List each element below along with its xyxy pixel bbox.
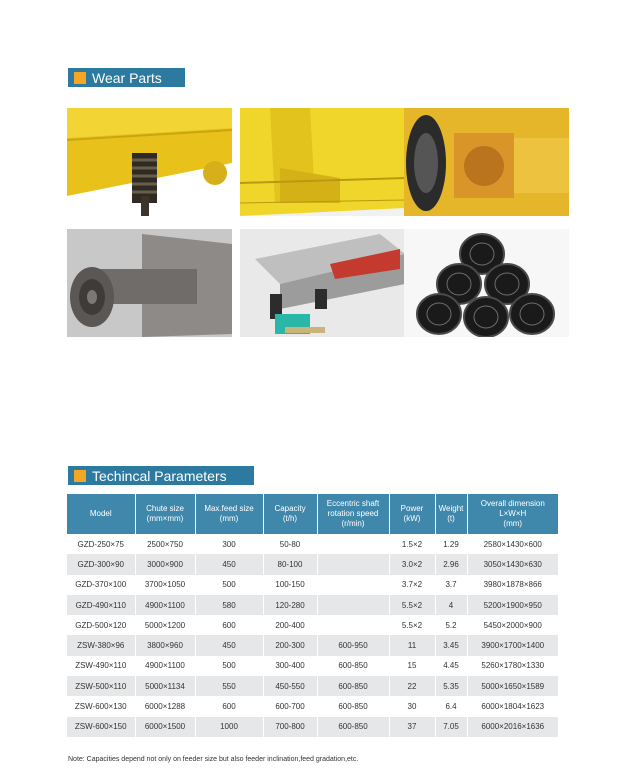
table-cell: 5000×1650×1589 [467, 676, 558, 696]
column-header: Power (kW) [389, 494, 435, 534]
table-header-row [67, 494, 558, 534]
table-cell: 200-400 [263, 615, 317, 635]
table-cell: 500 [195, 656, 263, 676]
footnote: Note: Capacities depend not only on feeder size but also feeder inclination,feed gradation,etc. [68, 756, 359, 763]
table-cell [317, 554, 389, 574]
table-row [67, 696, 558, 716]
table-cell: 300-400 [263, 656, 317, 676]
heading-square-icon [74, 72, 86, 84]
table-cell: 6000×2016×1636 [467, 717, 558, 737]
table-cell: 5.2 [435, 615, 467, 635]
table-cell: 120-280 [263, 595, 317, 615]
table-row [67, 717, 558, 737]
table-cell: 3.7×2 [389, 575, 435, 595]
wear-parts-heading [68, 68, 185, 87]
table-cell: 500 [195, 575, 263, 595]
table-cell: 5260×1780×1330 [467, 656, 558, 676]
table-cell: GZD-250×75 [67, 534, 135, 554]
column-header: Capacity (t/h) [263, 494, 317, 534]
table-cell: 11 [389, 635, 435, 655]
table-row [67, 575, 558, 595]
table-cell: 5450×2000×900 [467, 615, 558, 635]
table-cell: 200-300 [263, 635, 317, 655]
table-cell: 600-700 [263, 696, 317, 716]
table-cell: 15 [389, 656, 435, 676]
table-cell: 5000×1200 [135, 615, 195, 635]
column-header: Model [67, 494, 135, 534]
table-row [67, 534, 558, 554]
table-cell: 3.45 [435, 635, 467, 655]
table-cell [317, 615, 389, 635]
table-cell: 600-950 [317, 635, 389, 655]
table-cell [317, 575, 389, 595]
photo-feeder-machine [240, 229, 405, 337]
table-cell: 600 [195, 615, 263, 635]
table-row [67, 676, 558, 696]
table-cell: 5200×1900×950 [467, 595, 558, 615]
table-cell: 80-100 [263, 554, 317, 574]
column-header: Eccentric shaft rotation speed (r/min) [317, 494, 389, 534]
table-cell: 3900×1700×1400 [467, 635, 558, 655]
table-cell: GZD-500×120 [67, 615, 135, 635]
table-cell: 600-850 [317, 656, 389, 676]
table-cell: 4900×1100 [135, 595, 195, 615]
table-cell: 600-850 [317, 696, 389, 716]
table-cell: 450-550 [263, 676, 317, 696]
table-cell: 2580×1430×600 [467, 534, 558, 554]
heading-square-icon [74, 470, 86, 482]
parameters-table [67, 494, 558, 737]
table-cell: 3.7 [435, 575, 467, 595]
table-row [67, 635, 558, 655]
table-row [67, 554, 558, 574]
table-cell: ZSW-600×150 [67, 717, 135, 737]
column-header: Max.feed size (mm) [195, 494, 263, 534]
column-header: Chute size (mm×mm) [135, 494, 195, 534]
table-row [67, 595, 558, 615]
table-cell: GZD-300×90 [67, 554, 135, 574]
table-cell: 6000×1288 [135, 696, 195, 716]
photo-feeder-side [240, 108, 405, 216]
table-cell: 300 [195, 534, 263, 554]
table-cell: 600 [195, 696, 263, 716]
wear-parts-title: Wear Parts [92, 69, 162, 86]
table-cell: 600-850 [317, 717, 389, 737]
table-cell: 4.45 [435, 656, 467, 676]
table-cell: 1.5×2 [389, 534, 435, 554]
table-cell: ZSW-490×110 [67, 656, 135, 676]
table-cell: 22 [389, 676, 435, 696]
table-cell: 4900×1100 [135, 656, 195, 676]
table-cell: 3000×900 [135, 554, 195, 574]
parameters-heading [68, 466, 254, 485]
table-cell: 3050×1430×630 [467, 554, 558, 574]
table-cell: 3800×960 [135, 635, 195, 655]
table-row [67, 615, 558, 635]
table-cell: 5.5×2 [389, 595, 435, 615]
table-cell: 30 [389, 696, 435, 716]
table-cell: 5.35 [435, 676, 467, 696]
table-cell: 37 [389, 717, 435, 737]
table-cell: 6000×1804×1623 [467, 696, 558, 716]
column-header: Overall dimension L×W×H (mm) [467, 494, 558, 534]
table-cell: 450 [195, 635, 263, 655]
photo-spring-coils [404, 229, 569, 337]
table-cell: 600-850 [317, 676, 389, 696]
table-cell: 2500×750 [135, 534, 195, 554]
column-header: Weight (t) [435, 494, 467, 534]
photo-eccentric-shaft [67, 229, 232, 337]
table-cell [317, 534, 389, 554]
table-cell: 6000×1500 [135, 717, 195, 737]
table-cell: ZSW-500×110 [67, 676, 135, 696]
table-cell: 3.0×2 [389, 554, 435, 574]
table-cell: 3980×1878×866 [467, 575, 558, 595]
table-row [67, 656, 558, 676]
table-cell [317, 595, 389, 615]
photo-feeder-springs [67, 108, 232, 216]
table-cell: GZD-490×110 [67, 595, 135, 615]
photo-pulley-shaft [404, 108, 569, 216]
parameters-title: Techincal Parameters [92, 467, 227, 484]
table-cell: 580 [195, 595, 263, 615]
table-cell: 5.5×2 [389, 615, 435, 635]
table-cell: ZSW-380×96 [67, 635, 135, 655]
table-cell: 50-80 [263, 534, 317, 554]
table-cell: 100-150 [263, 575, 317, 595]
table-cell: 1000 [195, 717, 263, 737]
table-cell: GZD-370×100 [67, 575, 135, 595]
table-cell: 7.05 [435, 717, 467, 737]
table-cell: ZSW-600×130 [67, 696, 135, 716]
table-cell: 2.96 [435, 554, 467, 574]
table-cell: 5000×1134 [135, 676, 195, 696]
table-cell: 700-800 [263, 717, 317, 737]
table-cell: 1.29 [435, 534, 467, 554]
table-cell: 6.4 [435, 696, 467, 716]
table-cell: 450 [195, 554, 263, 574]
table-cell: 3700×1050 [135, 575, 195, 595]
table-cell: 550 [195, 676, 263, 696]
table-cell: 4 [435, 595, 467, 615]
